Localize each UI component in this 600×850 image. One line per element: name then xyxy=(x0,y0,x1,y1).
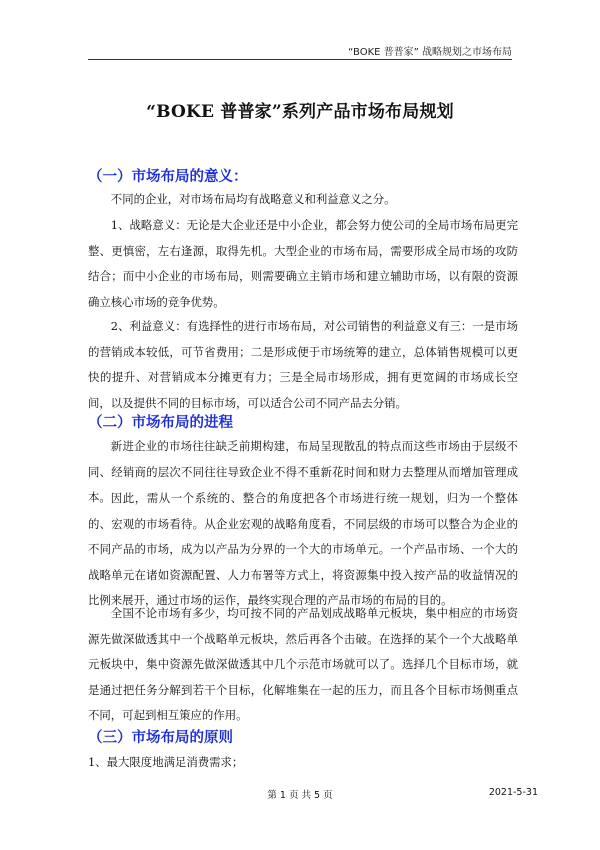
section-1-paragraph-2: 1、战略意义：无论是大企业还是中小企业，都会努力使公司的全局市场布局更完整、更慎密，左右逢源，取得先机。大型企业的市场布局，需要形成全局市场的攻防结合；而中小企业的市场布局，则需要确立主销市场和建立辅助市场，以有限的资源确立核心市场的竞争优势。 xyxy=(88,218,518,309)
header-divider xyxy=(88,59,512,60)
section-2-paragraph-2: 因此，需从一个系统的、整合的角度把各个市场进行统一规划，归为一个整体的、宏观的市场看待。从企业宏观的战略角度看，不同层级的市场可以整合为企业的不同产品的市场，成为以产品为分界的一个大的市场单元。一个产品市场、一个大的战略单元在诸如资源配置、人力布署等方式上，将资源集中投入按产品的收益情况的比例来展开，通过市场的运作，最终实现合理的产品市场的布局的目的。 xyxy=(88,491,518,607)
section-3-paragraph-1: 1、最大限度地满足消费需求； xyxy=(88,755,244,769)
section-heading-2: （二）市场布局的进程 xyxy=(88,415,233,431)
section-1-paragraph-3: 2、利益意义：有选择性的进行市场布局，对公司销售的利益意义有三：一是市场的营销成本较低，可节省费用；二是形成便于市场统筹的建立，总体销售规模可以更快的提升、对营销成本分摊更有力；三是全局市场形成，拥有更宽阔的市场成长空间，以及提供不同的目标市场，可以适合公司不同产品去分销。 xyxy=(88,319,518,410)
section-2-paragraph-3: 全国不论市场有多少，均可按不同的产品划成战略单元板块，集中相应的市场资源先做深做透其中一个战略单元板块，然后再各个击破。在选择的某个一个大战略单元板块中，集中资源先做深做透其中几个示范市场就可以了。选择几个目标市场，就是通过把任务分解到若干个目标，化解堆集在一起的压力，而且各个目标市场侧重点不同，可起到相互策应的作用。 xyxy=(88,606,518,722)
section-heading-3: （三）市场布局的原则 xyxy=(88,730,233,746)
section-2-paragraph-1: 新进企业的市场往往缺乏前期构建，布局呈现散乱的特点而这些市场由于层级不同、经销商的层次不同往往导致企业不得不重新花时间和财力去整理从而增加管理成本。 xyxy=(88,439,518,504)
page-number: 第 1 页 共 5 页 xyxy=(267,790,333,801)
document-title: “BOKE 普普家”系列产品市场布局规划 xyxy=(146,102,454,122)
footer-date: 2021-5-31 xyxy=(488,787,538,798)
section-heading-1: （一）市场布局的意义： xyxy=(88,169,248,185)
running-header: “BOKE 普普家” 战略规划之市场布局 xyxy=(348,47,512,58)
section-1-paragraph-1: 不同的企业，对市场布局均有战略意义和利益意义之分。 xyxy=(110,192,396,206)
